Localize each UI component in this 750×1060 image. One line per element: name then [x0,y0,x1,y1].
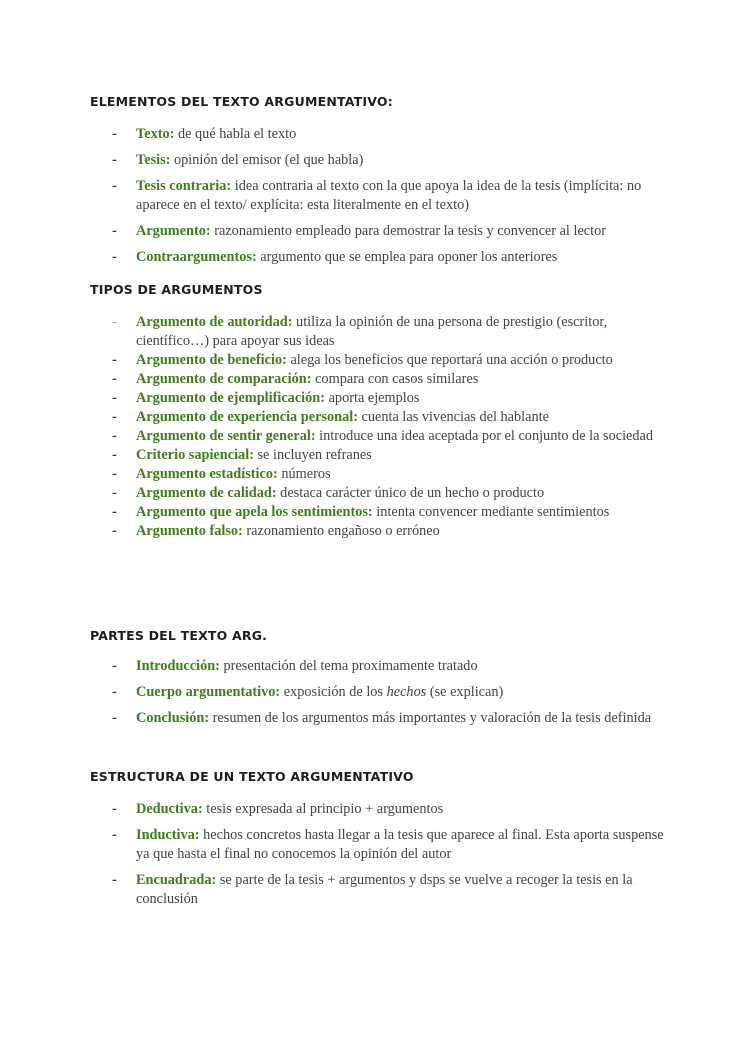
term: Introducción: [136,658,220,674]
list-item [110,683,670,702]
definition: aporta ejemplos [325,390,420,406]
term: Encuadrada: [136,872,217,888]
definition: exposición de los [280,684,387,700]
bullet-dash-icon: - [112,178,117,194]
list-item [110,503,670,522]
term: Contraargumentos: [136,249,257,265]
list-elementos [110,125,670,274]
term: Argumento estadístico: [136,466,278,482]
heading-elementos: ELEMENTOS DEL TEXTO ARGUMENTATIVO: [90,94,393,109]
list-item [110,826,670,864]
term: Argumento: [136,223,211,239]
list-item [110,657,670,676]
bullet-dash-icon: - [112,504,117,520]
definition: se parte de la tesis + argumentos y dsps se vuelve a recoger la tesis en la conclusión [136,872,633,907]
bullet-dash-icon: - [112,390,117,406]
definition: razonamiento empleado para demostrar la tesis y convencer al lector [210,223,607,239]
list-item [110,351,670,370]
term: Cuerpo argumentativo: [136,684,281,700]
list-tipos [110,313,670,541]
list-item [110,871,670,909]
term: Argumento de beneficio: [136,352,287,368]
list-item [110,370,670,389]
list-item [110,408,670,427]
definition: de qué habla el texto [174,126,297,142]
list-item [110,465,670,484]
term: Argumento de comparación: [136,371,312,387]
list-item [110,177,670,215]
list-item [110,313,670,351]
definition-tail: (se explican) [426,684,504,700]
list-item [110,709,670,728]
bullet-dash-icon: - [112,827,117,843]
term: Argumento falso: [136,523,243,539]
bullet-dash-icon: - [112,314,117,330]
list-estructura [110,800,670,916]
definition: razonamiento engañoso o erróneo [242,523,440,539]
bullet-dash-icon: - [112,658,117,674]
bullet-dash-icon: - [112,409,117,425]
bullet-dash-icon: - [112,872,117,888]
term: Texto: [136,126,175,142]
bullet-dash-icon: - [112,485,117,501]
definition: cuenta las vivencias del hablante [357,409,549,425]
list-partes [110,657,670,735]
term: Argumento de autoridad: [136,314,293,330]
definition: alega los beneficios que reportará una acción o producto [286,352,613,368]
heading-tipos: TIPOS DE ARGUMENTOS [90,282,263,297]
definition: idea contraria al texto con la que apoya la idea de la tesis (implícita: no aparece en el texto/ explícita: esta literalmente en el texto) [136,178,642,213]
bullet-dash-icon: - [112,249,117,265]
definition: números [277,466,331,482]
definition: utiliza la opinión de una persona de prestigio (escritor, científico…) para apoyar sus ideas [136,314,608,349]
bullet-dash-icon: - [112,684,117,700]
bullet-dash-icon: - [112,710,117,726]
list-item [110,522,670,541]
bullet-dash-icon: - [112,223,117,239]
definition: destaca carácter único de un hecho o producto [276,485,545,501]
list-item [110,800,670,819]
definition-italic: hechos [386,684,427,700]
list-item [110,446,670,465]
term: Argumento de ejemplificación: [136,390,325,406]
term: Argumento de experiencia personal: [136,409,358,425]
definition: tesis expresada al principio + argumentos [202,801,444,817]
bullet-dash-icon: - [112,126,117,142]
term: Conclusión: [136,710,210,726]
definition: opinión del emisor (el que habla) [170,152,364,168]
bullet-dash-icon: - [112,447,117,463]
definition: compara con casos similares [311,371,479,387]
list-item [110,125,670,144]
bullet-dash-icon: - [112,801,117,817]
term: Argumento de sentir general: [136,428,316,444]
term: Argumento que apela los sentimientos: [136,504,373,520]
term: Tesis contraria: [136,178,232,194]
definition: presentación del tema proximamente tratado [219,658,478,674]
list-item [110,248,670,267]
list-item [110,427,670,446]
bullet-dash-icon: - [112,523,117,539]
heading-partes: PARTES DEL TEXTO ARG. [90,628,268,643]
term: Argumento de calidad: [136,485,277,501]
heading-estructura: ESTRUCTURA DE UN TEXTO ARGUMENTATIVO [90,769,414,784]
term: Tesis: [136,152,171,168]
definition: se incluyen refranes [253,447,372,463]
definition: intenta convencer mediante sentimientos [372,504,610,520]
bullet-dash-icon: - [112,371,117,387]
term: Inductiva: [136,827,200,843]
bullet-dash-icon: - [112,352,117,368]
bullet-dash-icon: - [112,428,117,444]
term: Criterio sapiencial: [136,447,254,463]
definition: argumento que se emplea para oponer los anteriores [256,249,558,265]
bullet-dash-icon: - [112,466,117,482]
list-item [110,222,670,241]
definition: introduce una idea aceptada por el conjunto de la sociedad [315,428,654,444]
definition: resumen de los argumentos más importantes y valoración de la tesis definida [209,710,652,726]
term: Deductiva: [136,801,203,817]
list-item [110,389,670,408]
list-item [110,151,670,170]
list-item [110,484,670,503]
bullet-dash-icon: - [112,152,117,168]
definition: hechos concretos hasta llegar a la tesis que aparece al final. Esta aporta suspense ya que hasta el final no conocemos la opinión del autor [136,827,664,862]
